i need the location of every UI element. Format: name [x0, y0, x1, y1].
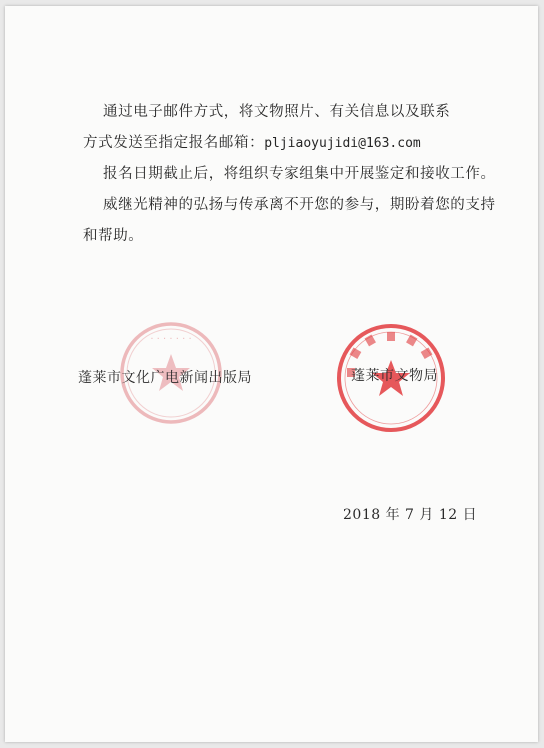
email-address: pljiaoyujidi@163.com	[264, 136, 421, 151]
paragraph-3-line-1: 威继光精神的弘扬与传承离不开您的参与，期盼着您的支持	[103, 197, 496, 213]
left-organization-signature: 蓬莱市文化广电新闻出版局	[78, 370, 252, 386]
right-organization-signature: 蓬莱市文物局	[351, 368, 438, 384]
paragraph-2: 报名日期截止后，将组织专家组集中开展鉴定和接收工作。	[103, 166, 496, 182]
paragraph-3-line-2: 和帮助。	[83, 228, 144, 244]
paragraph-1-line-1: 通过电子邮件方式，将文物照片、有关信息以及联系	[103, 104, 451, 120]
document-page	[5, 6, 538, 742]
paragraph-1-line-2	[83, 131, 421, 152]
email-prefix: 方式发送至指定报名邮箱：	[83, 135, 265, 151]
svg-text:· · · · · · ·: · · · · · · ·	[150, 334, 192, 345]
letter-date: 2018 年 7 月 12 日	[343, 507, 478, 523]
